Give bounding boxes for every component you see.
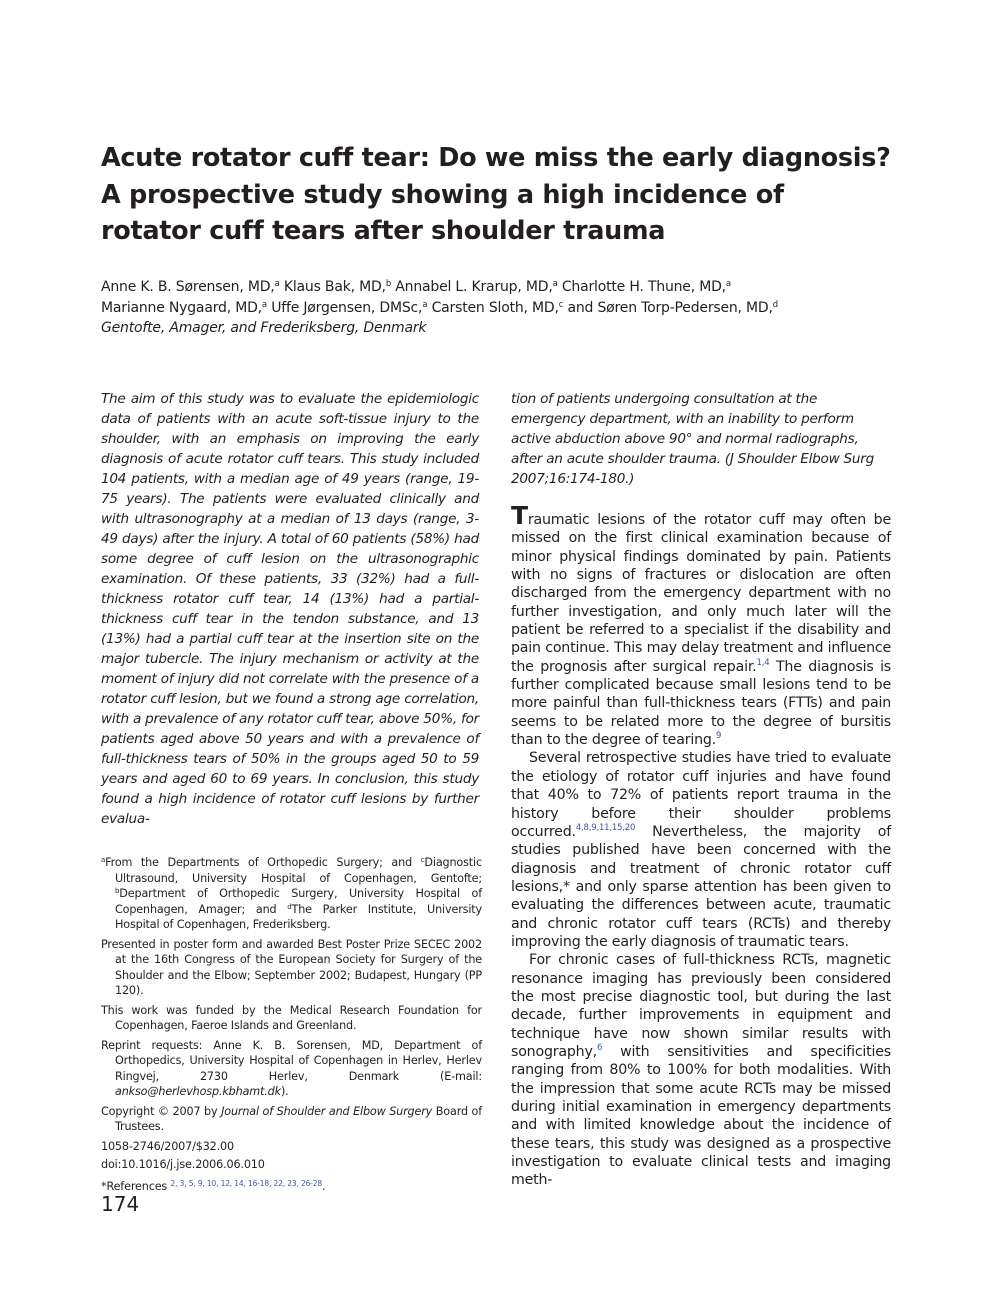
- author-name: Klaus Bak, MD,: [283, 279, 386, 295]
- body-paragraph: Traumatic lesions of the rotator cuff may often be missed on the first clinical examination because of minor physical findings dominated by pain. Patients with no signs of fractures or dislocation are often discharged from the emergency department with no further investigation, and only much later will the patient be referred to a specialist if the disability and pain continue. This may delay treatment and influence the prognosis after surgical repair.$^{1,4}$ The diagnosis is further complicated because small lesions tend to be more painful than full-thickness tears (FTTs) and pain seems to be related more to the degree of bursitis than to the degree of tearing.$^9$: [511, 501, 891, 749]
- affiliation-marker: b: [115, 887, 120, 895]
- affiliation-marker: a: [422, 299, 428, 310]
- affiliation-footnote: $^a$From the Departments of Orthopedic Surgery; and $^c$Diagnostic Ultrasound, University Hospital of Copenhagen, Gentofte; $^b$Department of Orthopedic Surgery, University Hospital of Copenhagen, Amager; and $^d$The Parker Institute, University Hospital of Copenhagen, Frederiksberg.: [101, 856, 482, 931]
- reference-links[interactable]: 2, 3, 5, 9, 10, 12, 14, 16-18, 22, 23, 26-28: [170, 1178, 322, 1188]
- abstract-text-right: tion of patients undergoing consultation at the emergency department, with an inability to perform active abduction above 90° and normal radiographs, after an acute shoulder trauma. (J Shoulder Elbow Surg 2007;16:174-180.): [511, 391, 875, 487]
- citation-link[interactable]: 4,8,9,11,15,20: [575, 822, 636, 833]
- drop-cap: T: [511, 501, 528, 530]
- author-name: Anne K. B. Sørensen, MD,: [101, 279, 275, 295]
- issn-line: 1058-2746/2007/$32.00: [101, 1139, 234, 1153]
- article-title: Acute rotator cuff tear: Do we miss the early diagnosis? A prospective study showing a high incidence of rotator cuff tears after shoulder trauma: [101, 143, 891, 246]
- author-location: Gentofte, Amager, and Frederiksberg, Denmark: [101, 320, 427, 336]
- reprint-email[interactable]: ankso@herlevhosp.kbhamt.dk: [115, 1085, 281, 1098]
- author-name: Annabel L. Krarup, MD,: [395, 279, 553, 295]
- author-name: and Søren Torp-Pedersen, MD,: [567, 299, 773, 316]
- affiliation-marker: a: [101, 856, 106, 864]
- body-paragraph: Several retrospective studies have tried to evaluate the etiology of rotator cuff injuries and have found that 40% to 72% of patients report trauma in the history before their shoulder problems occurred.$^{4,8,9,11,15,20}$ Nevertheless, the majority of studies published have been concerned with the diagnosis and treatment of chronic rotator cuff lesions,* and only sparse attention has been given to evaluating the differences between acute, traumatic and chronic rotator cuff tears (RCTs) and thereby improving the early diagnosis of traumatic tears.: [511, 750, 891, 950]
- presentation-footnote: Presented in poster form and awarded Best Poster Prize SECEC 2002 at the 16th Congress of the European Society for Surgery of the Shoulder and the Elbow; September 2002; Budapest, Hungary (PP 120).: [101, 937, 482, 997]
- abstract-text-left: The aim of this study was to evaluate the epidemiologic data of patients with an acute soft-tissue injury to the shoulder, with an emphasis on improving the early diagnosis of acute rotator cuff tears. This study included 104 patients, with a median age of 49 years (range, 19-75 years). The patients were evaluated clinically and with ultrasonography at a median of 13 days (range, 3-49 days) after the injury. A total of 60 patients (58%) had some degree of cuff lesion on the ultrasonographic examination. Of these patients, 33 (32%) had a full-thickness rotator cuff tear, 14 (13%) had a partial-thickness cuff tear in the tendon substance, and 13 (13%) had a partial cuff tear at the insertion site on the major tubercle. The injury mechanism or activity at the moment of injury did not correlate with the presence of a rotator cuff lesion, but we found a strong age correlation, with a prevalence of any rotator cuff tear, above 50%, for patients aged above 50 years and with a prevalence of full-thickness tears of 50% in the groups aged 50 to 59 years and aged 60 to 69 years. In conclusion, this study found a high incidence of rotator cuff lesions by further evalua-: [101, 391, 479, 827]
- author-name: Carsten Sloth, MD,: [431, 299, 559, 316]
- author-name: Marianne Nygaard, MD,: [101, 299, 262, 316]
- page-number: 174: [101, 1192, 140, 1216]
- references-footnote: *References $^{2, 3, 5, 9, 10, 12, 14, 16-18, 22, 23, 26-28}$.: [101, 1178, 326, 1193]
- reprint-footnote: Reprint requests: Anne K. B. Sorensen, MD, Department of Orthopedics, University Hospital of Copenhagen in Herlev, Herlev Ringvej, 2730 Herlev, Denmark (E-mail: ankso@herlevhosp.kbhamt.dk).: [101, 1038, 482, 1098]
- funding-footnote: This work was funded by the Medical Research Foundation for Copenhagen, Faeroe Islands and Greenland.: [101, 1003, 482, 1032]
- affiliation-marker: d: [287, 902, 292, 911]
- affiliation-marker: d: [772, 299, 778, 310]
- citation-link[interactable]: 1,4: [756, 657, 770, 668]
- affiliation-marker: c: [420, 856, 425, 864]
- body-paragraph: For chronic cases of full-thickness RCTs, magnetic resonance imaging has previously been considered the most precise diagnostic tool, but during the last decade, further improvements in equipment and technique have now shown similar results with sonography,$^6$ with sensitivities and specificities ranging from 80% to 100% for both modalities. With the impression that some acute RCTs may be missed during initial examination in emergency departments and with limited knowledge about the incidence of these tears, this study was designed as a prospective investigation to evaluate clinical tests and imaging meth-: [511, 952, 891, 1189]
- citation-link[interactable]: 6: [596, 1042, 603, 1053]
- affiliation-marker: a: [274, 279, 280, 289]
- affiliation-marker: c: [558, 299, 564, 310]
- affiliation-marker: a: [725, 279, 731, 289]
- author-name: Charlotte H. Thune, MD,: [561, 279, 726, 295]
- affiliation-marker: a: [261, 299, 267, 310]
- citation-link[interactable]: 9: [715, 731, 722, 742]
- author-list: [101, 277, 901, 339]
- body-text: [511, 501, 891, 1190]
- affiliation-marker: a: [552, 279, 558, 289]
- affiliation-marker: b: [385, 279, 392, 289]
- doi-line[interactable]: doi:10.1016/j.jse.2006.06.010: [101, 1158, 265, 1171]
- author-name: Uffe Jørgensen, DMSc,: [271, 299, 423, 316]
- copyright-footnote: Copyright © 2007 by Journal of Shoulder and Elbow Surgery Board of Trustees.: [101, 1104, 482, 1133]
- footnotes: [101, 855, 482, 1197]
